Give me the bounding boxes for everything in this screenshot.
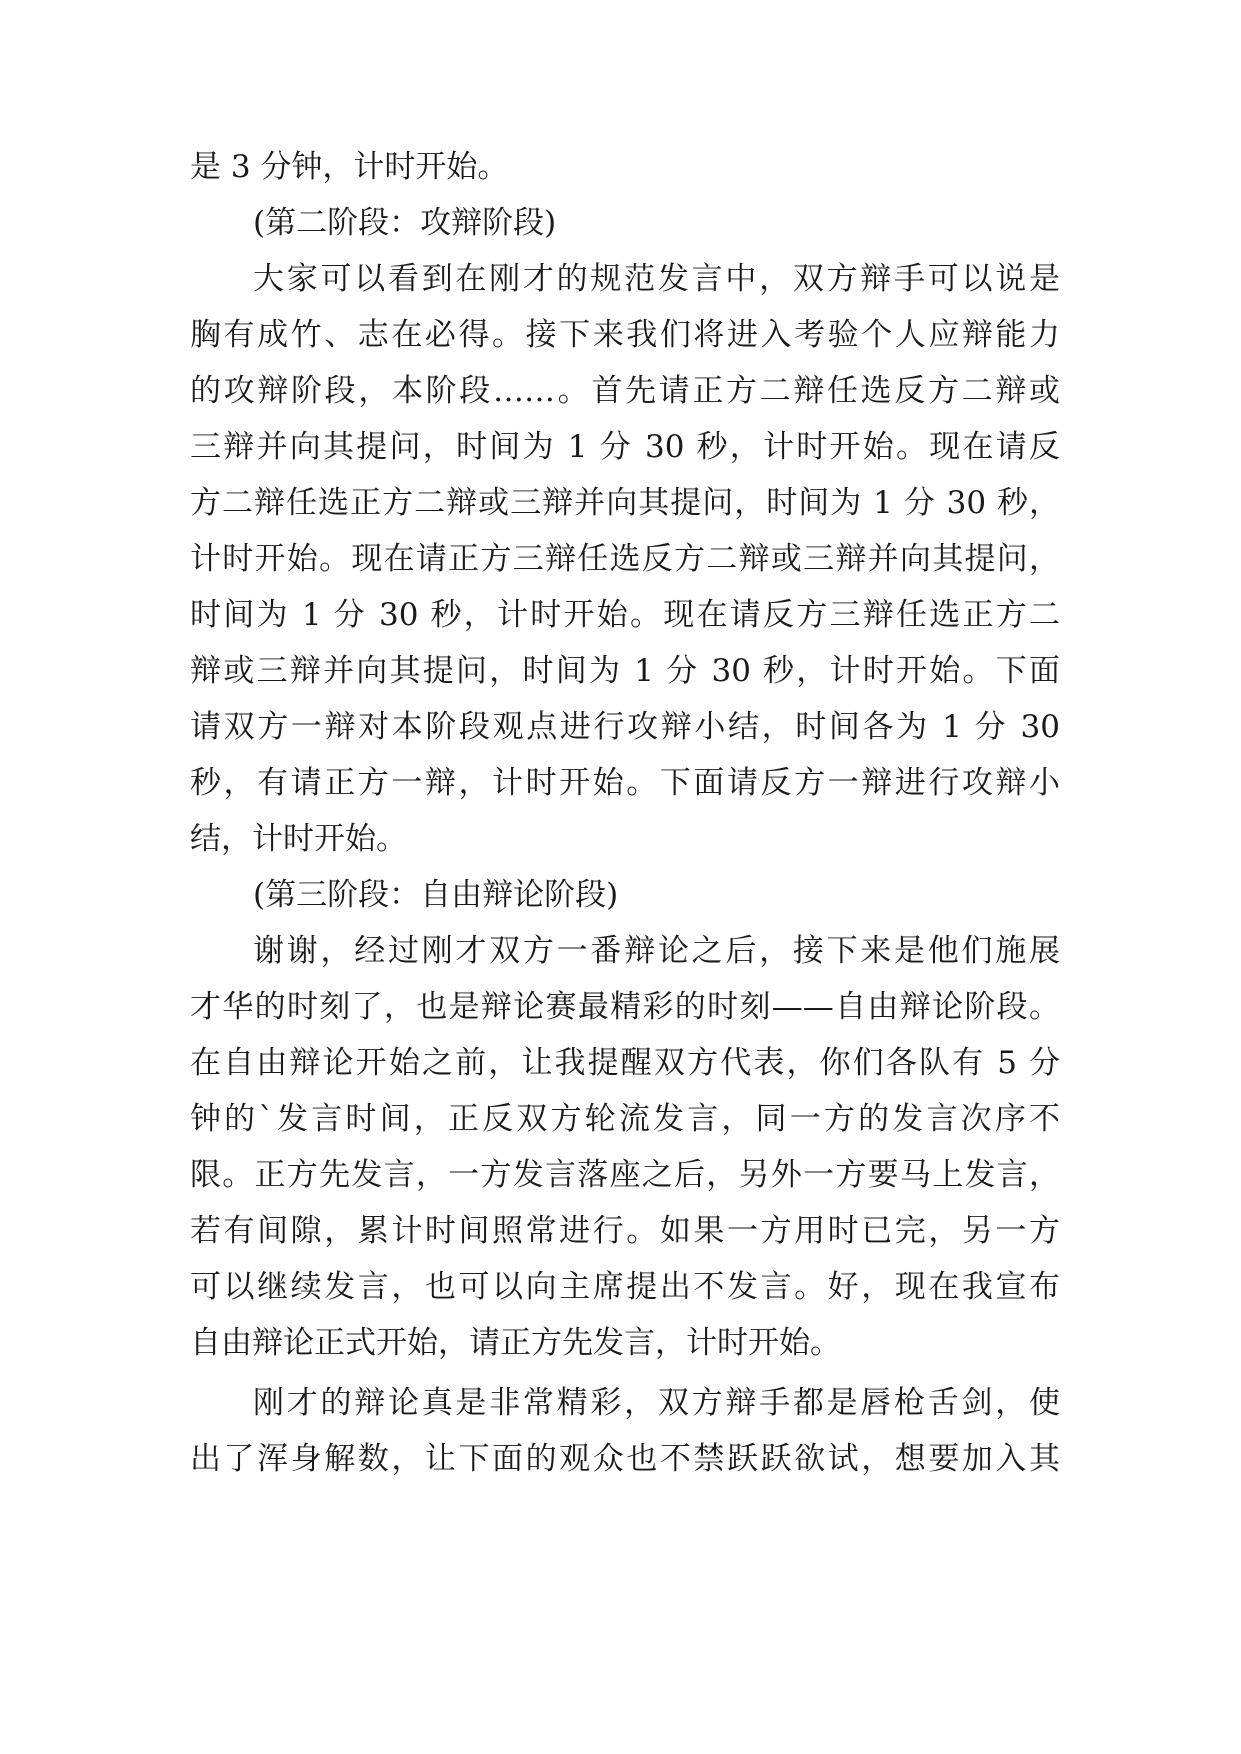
- text-line: 结，计时开始。: [190, 821, 407, 857]
- text-line: 计时开始。现在请正方三辩任选反方二辩或三辩并向其提问，: [190, 541, 1060, 577]
- text-line: 是 3 分钟，计时开始。: [190, 149, 509, 185]
- text-line: 大家可以看到在刚才的规范发言中，双方辩手可以说是: [253, 261, 1060, 297]
- text-line: 可以继续发言，也可以向主席提出不发言。好，现在我宣布: [190, 1269, 1060, 1305]
- text-line: 钟的`发言时间，正反双方轮流发言，同一方的发言次序不: [190, 1101, 1060, 1137]
- text-line: 辩或三辩并向其提问，时间为 1 分 30 秒，计时开始。下面: [190, 653, 1060, 689]
- text-line: 的攻辩阶段，本阶段……。首先请正方二辩任选反方二辩或: [190, 373, 1060, 409]
- text-line: 秒，有请正方一辩，计时开始。下面请反方一辩进行攻辩小: [190, 765, 1060, 801]
- text-line: 若有间隙，累计时间照常进行。如果一方用时已完，另一方: [190, 1213, 1060, 1249]
- text-line: 三辩并向其提问，时间为 1 分 30 秒，计时开始。现在请反: [190, 429, 1060, 465]
- section-heading: (第三阶段：自由辩论阶段): [253, 877, 619, 913]
- text-line: 谢谢，经过刚才双方一番辩论之后，接下来是他们施展: [253, 933, 1060, 969]
- text-line: 才华的时刻了，也是辩论赛最精彩的时刻——自由辩论阶段。: [190, 989, 1060, 1025]
- text-line: 请双方一辩对本阶段观点进行攻辩小结，时间各为 1 分 30: [190, 709, 1060, 745]
- text-line: 在自由辩论开始之前，让我提醒双方代表，你们各队有 5 分: [190, 1045, 1060, 1081]
- text-line: 时间为 1 分 30 秒，计时开始。现在请反方三辩任选正方二: [190, 597, 1060, 633]
- text-line: 自由辩论正式开始，请正方先发言，计时开始。: [190, 1325, 841, 1361]
- text-line: 出了浑身解数，让下面的观众也不禁跃跃欲试，想要加入其: [190, 1441, 1060, 1477]
- text-line: 方二辩任选正方二辩或三辩并向其提问，时间为 1 分 30 秒，: [190, 485, 1060, 521]
- text-line: 胸有成竹、志在必得。接下来我们将进入考验个人应辩能力: [190, 317, 1060, 353]
- section-heading: (第二阶段：攻辩阶段): [253, 205, 557, 241]
- text-line: 限。正方先发言，一方发言落座之后，另外一方要马上发言，: [190, 1157, 1060, 1193]
- text-line: 刚才的辩论真是非常精彩，双方辩手都是唇枪舌剑，使: [253, 1385, 1060, 1421]
